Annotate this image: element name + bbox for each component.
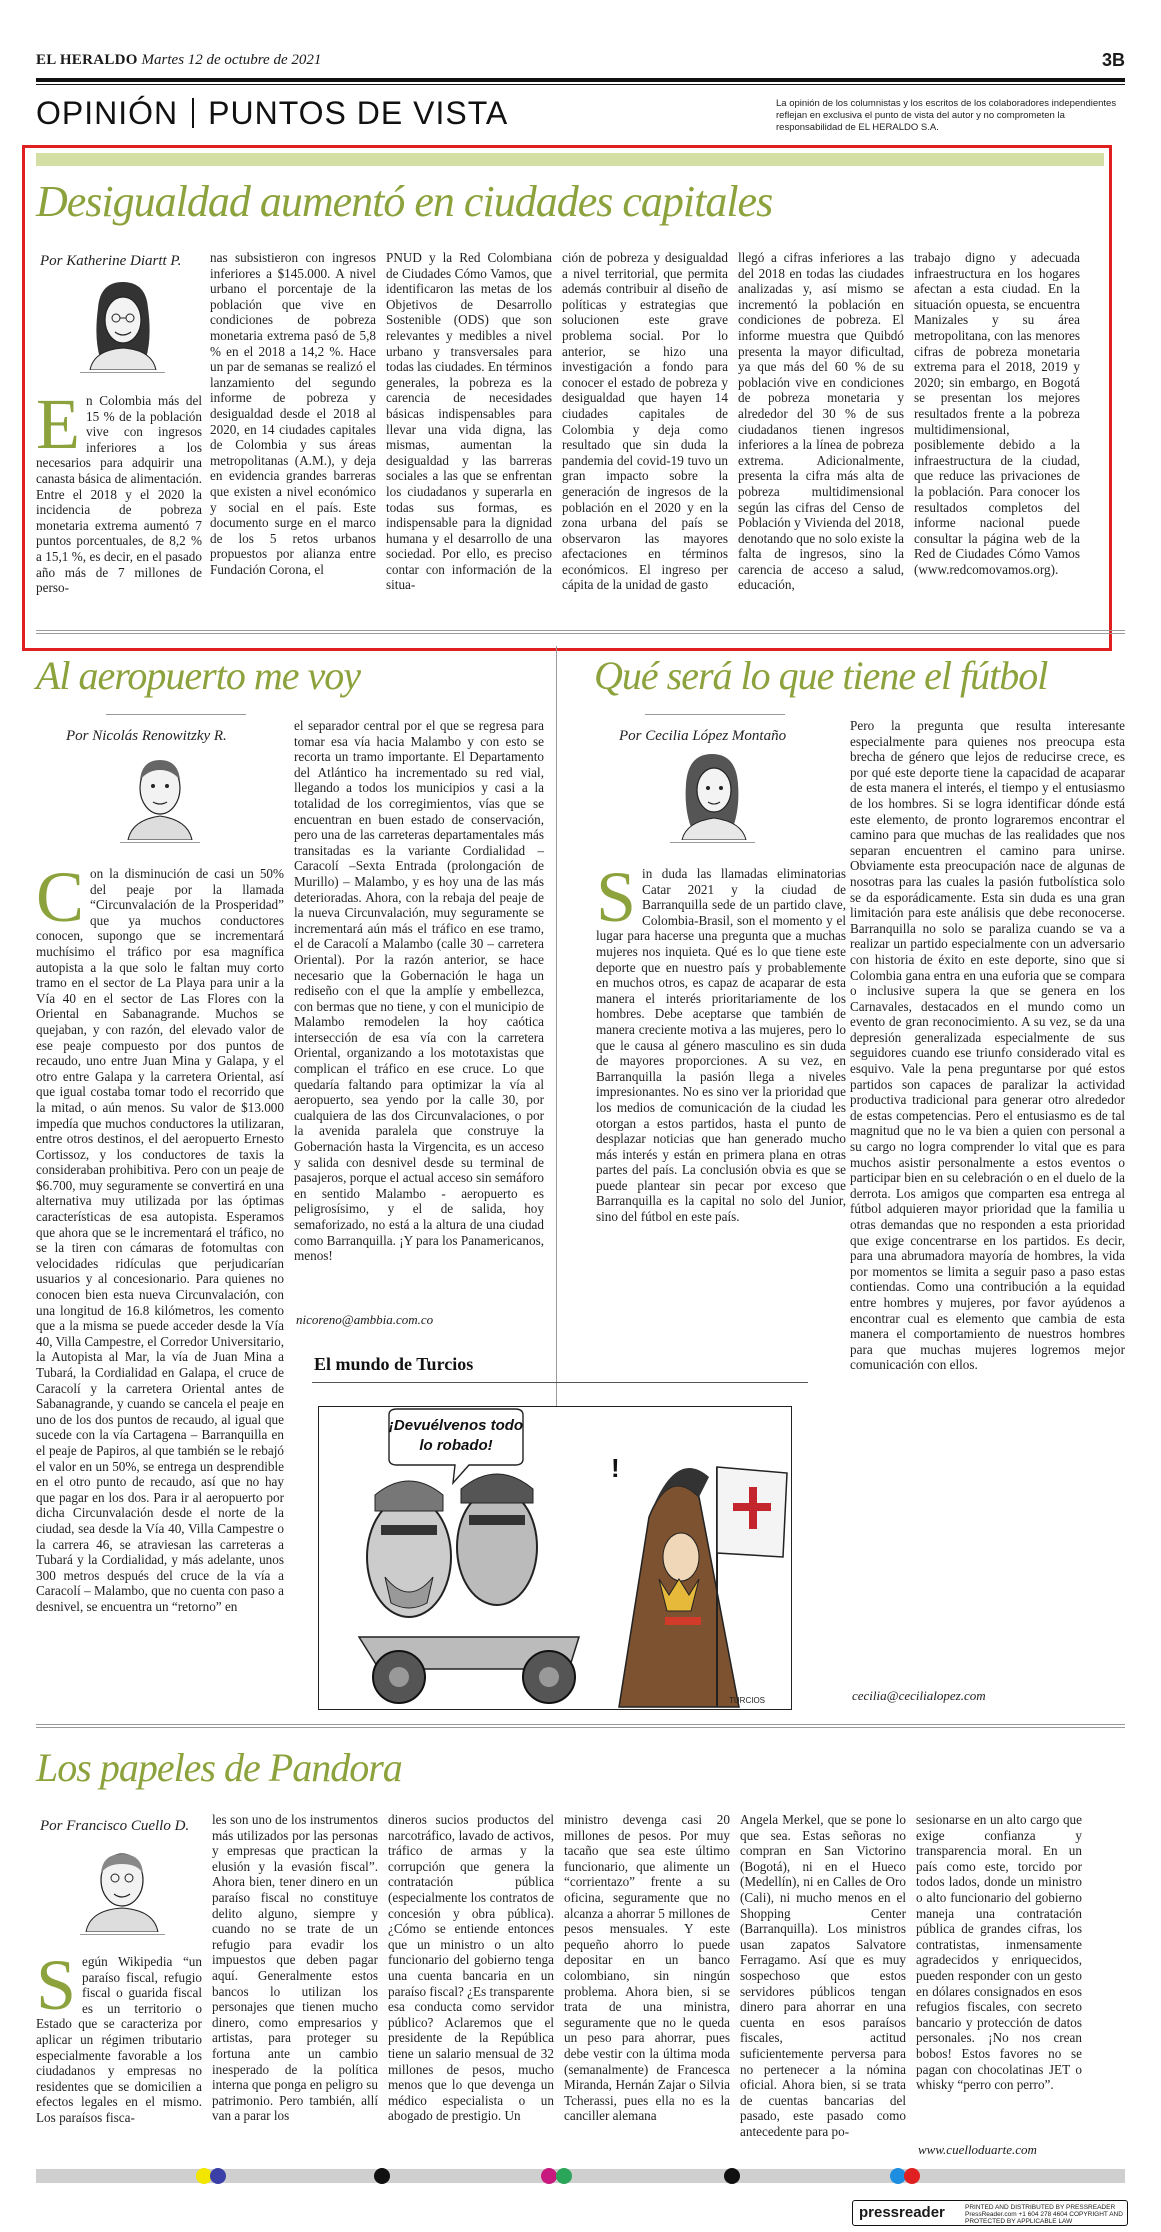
article-4-text-1: egún Wikipedia “un paraíso fiscal, refugio fiscal o guarida fiscal es un territorio o Estado que se caracteriza por aplicar un régimen tributario especialmente favorable a los ciudadanos y empresas no residentes que se domicilien a efectos legales en el mismo. Los paraísos fisca-: [36, 1954, 202, 2125]
registration-dot-black: [374, 2168, 390, 2184]
article-1-column-2: nas subsistieron con ingresos inferiores a $145.000. A nivel urbano el porcentaje de la población que vive en condiciones de pobreza monetaria extrema pasó de 5,8 % en el 2018 a 14,2 %. Hace un par de semanas se realizó el lanzamiento del segundo informe de pobreza y desigualdad desde el 2018 al 2020, en 14 ciudades capitales de Colombia y sus áreas metropolitanas (A.M.), y deja en evidencia grandes barreras que existen a nivel económico y social en el país. Este documento surge en el marco de los 5 retos urbanos propuestos por alianza entre Fundación Corona, el: [210, 250, 376, 577]
cartoon-speech-line-1: ¡Devuélvenos todo: [388, 1417, 524, 1434]
article-4-headline: Los papeles de Pandora: [36, 1745, 402, 1790]
author-portrait-diartt: [80, 278, 165, 370]
article-2-text-1: on la disminución de casi un 50% del peaje por la llamada “Circunvalación de la Prosperidad” que ya muchos conductores conocen, supongo que se incrementará muchísimo el tráfico por esa magnífica autopista a la que solo le faltan muy corto tramo en el sector de La Playa para unir a la Vía 40 en el sector de Las Flores con la Oriental en Sabanagrande. Muchos se quejaban, y con razón, del elevado valor de ese peaje compuesto por dos puntos de recaudo, uno entre Juan Mina y Galapa, y el otro entre Galapa y la carretera Oriental, así que igual costaba tomar todo el recorrido que la mitad, o aún menos. Su valor de $13.000 impedía que muchos conductores la utilizaran, entre otros destinos, el del aeropuerto Ernesto Cortissoz, y los conductores de taxis la consideraban prohibitiva. Pero con un peaje de $6.700, muy seguramente se convertirá en una alternativa muy utilizada por las óptimas características de esa autopista. Esperamos que ahora que se le incrementará el tráfico, no se la tiren con cámaras de fotomultas con velocidades ridículas que perjudicarían usuarios y al concesionario. Para quienes no conocen bien esta nueva Circunvalación, con una longitud de 16.8 kilómetros, les comento que a la misma se puede acceder desde la Vía 40, Villa Campestre, el Corredor Universitario, la Autopista al Mar, la vía de Juan Mina a Tubará, la Cordialidad en Galapa, el cruce de Caracolí y la carretera Oriental antes de Sabanagrande, y cuando se cancela el peaje en uno de los dos puntos de recaudo, al igual que sucede con la vía Cartagena – Barranquilla en el peaje de Papiros, al que también se le rebajó el valor en un 50%, se entrega un desprendible en el otro punto de recaudo, así que no hay que pagar en los dos. Para ir al aeropuerto por dicha Circunvalación desde el norte de la ciudad, sea desde la Vía 40, Villa Campestre o la carrera 46, se atraviesan las carreteras a Tubará y la Cordialidad, y más adelante, unos 300 metros después del cruce de la vía a Caracolí – Malambo, que no cuenta con paso a desnivel, se encuentra un “retorno” en: [36, 866, 284, 1614]
author-portrait-lopez: [670, 748, 755, 840]
author-portrait-renowitzky: [120, 748, 200, 840]
article-4-column-3: dineros sucios productos del narcotráfico, lavado de activos, tráfico de armas y la corrupción que genera la contratación pública (especialmente los contratos de concesión y obra pública). ¿Cómo se entiende entonces que un ministro o un alto funcionario del gobierno tenga una cuenta bancaria en un paraíso fiscal? ¿Es transparente esa conducta como servidor público? Aclaremos que el presidente de la República tiene un salario mensual de 32 millones de pesos, mucho menos que lo que devenga un médico especialista o un abogado de prestigio. Un: [388, 1812, 554, 2124]
masthead-rule: [36, 78, 1125, 82]
portrait-rule: [80, 372, 165, 373]
article-1-column-4: ción de pobreza y desigualdad a nivel territorial, que permita además contribuir al diseño de políticas y estrategias que solucionen este grave problema social. Por lo anterior, se hizo una investigación a fondo para conocer el estado de pobreza y desigualdad que hayen 14 ciudades capitales de Colombia y deja como resultado que sin duda la pandemia del covid-19 tuvo un gran impacto sobre la generación de ingresos de la población en el 2020 y en la zona urbana del país se observaron las mayores afectaciones en términos económicos. El ingreso per cápita de la unidad de gasto: [562, 250, 728, 593]
article-1-byline: Por Katherine Diartt P.: [40, 253, 182, 269]
article-2-text-2: el separador central por el que se regresa para tomar esa vía hacia Malambo y con esto se recorta un tramo importante. El Departamento del Atlántico ha incrementado su red vial, llegando a todos los municipios y casi a la totalidad de los corregimientos, vías que se encuentran en buen estado de conservación, pero una de las carreteras departamentales más transitadas es la variante Cordialidad – Caracolí –Sexta Entrada (prolongación de Murillo) – Malambo, y es hoy una de las más deterioradas. Ahora, con la rebaja del peaje de la nueva Circunvalación, muy seguramente se incrementará aún más el tráfico en ese tramo, el de Caracolí a Malambo (calle 30 – carretera Oriental). Por la razón anterior, se hace necesario que la Gobernación le haga un rediseño con el que la amplíe y embellezca, con bermas que no tiene, y con el municipio de Malambo remodelen la hoy caótica intersección de esa vía con la carretera Oriental, organizando a los mototaxistas que complican el tráfico en ese cruce. Lo que quedaría faltando para optimizar la vía al aeropuerto, sea yendo por la calle 30, por cualquiera de las dos Circunvalaciones, o por la avenida paralela que construye la Gobernación hasta la Virgencita, es un acceso y salida con desnivel desde su terminal de pasajeros, porque el actual acceso sin semáforo en sentido Malambo - aeropuerto es peligrosísimo, y el de salida, hoy semaforizado, no está a la altura de una ciudad como Barranquilla. ¡Y para los Panamericanos, menos!: [294, 718, 544, 1264]
article-2-headline: Al aeropuerto me voy: [36, 653, 360, 698]
portrait-rule: [120, 842, 200, 843]
article-1-dropcap: E: [36, 393, 80, 464]
article-2-column-1: [36, 866, 284, 1708]
cartoon-title: El mundo de Turcios: [314, 1354, 474, 1374]
cartoon-title-rule: [312, 1382, 808, 1383]
article-4-column-2: les son uno de los instrumentos más utilizados por las personas y empresas que practican la elusión y la evasión fiscal”. Ahora bien, tener dinero en un paraíso fiscal no constituye delito alguno, siempre y cuando no se trate de un refugio para evadir los impuestos que deben pagar aquí. Generalmente estos bancos lo utilizan los personajes que tienen mucho dinero, como empresarios y artistas, para proteger su fortuna ante un cambio inesperado de la política interna que ponga en peligro su patrimonio. Pero también, allí van a parar los: [212, 1812, 378, 2124]
registration-dot-blue: [210, 2168, 226, 2184]
registration-dot-red: [904, 2168, 920, 2184]
cartoon-illustration: [319, 1407, 792, 1710]
article-3-column-1: [596, 866, 846, 1326]
article-2-dropcap: C: [36, 866, 85, 937]
article-1-text-1: n Colombia más del 15 % de la población vive con ingresos inferiores a los necesarios para adquirir una canasta básica de alimentación. Entre el 2018 y el 2020 la incidencia de pobreza monetaria extrema aumentó 7 puntos porcentuales, de 8,2 % a 15,1 %, es decir, en el pasado año más de 7 millones de perso-: [36, 393, 202, 596]
article-4-column-4: ministro devenga casi 20 millones de pesos. Por muy tacaño que sea este último funcionario, que alimente un “corrientazo” frente a su oficina, seguramente que no alcanza a ahorrar 5 millones de pesos mensuales. Y este pequeño ahorro lo puede depositar en un banco colombiano, sin ningún problema. Ahora bien, si se trata de una ministra, seguramente que no le queda un peso para ahorrar, pues debe vestir con la última moda (semanalmente) de Francesca Miranda, Hernán Zajar o Silvia Tcherassi, pues ella no es la canciller alemana: [564, 1812, 730, 2124]
page-number: 3B: [1101, 50, 1125, 70]
article-4-column-5: Angela Merkel, que se pone lo que sea. Estas señoras no compran en San Victorino (Bogotá), ni en el Hueco (Medellín), ni en Calles de Oro (Cali), ni mucho menos en el Shopping Center (Barranquilla). Los ministros usan zapatos Salvatore Ferragamo. Así que es muy sospechoso que estos servidores públicos tengan dinero para ahorrar en una cuenta en esos paraísos fiscales, actitud suficientemente perversa para no pertenecer a la nómina oficial. Ahora bien, si se trata de cuentas bancarias del pasado, este pasado como antecedente para po-: [740, 1812, 906, 2139]
disclaimer: La opinión de los columnistas y los escritos de los colaboradores independientes reflejan en exclusiva el punto de vista del autor y no comprometen la responsabilidad de EL HERALDO S.A.: [776, 98, 1117, 133]
article-2-email: nicoreno@ambbia.com.co: [296, 1312, 434, 1327]
editorial-cartoon: [318, 1406, 792, 1710]
article-3-dropcap: S: [596, 866, 637, 937]
registration-dot-magenta: [541, 2168, 557, 2184]
portrait-rule: [670, 842, 755, 843]
article-2-column-2: [294, 718, 544, 1306]
cartoon-exclaim: !: [611, 1453, 620, 1483]
registration-dot-green: [556, 2168, 572, 2184]
cartoon-signature: TURCIOS: [729, 1696, 765, 1705]
article-4-column-6: sesionarse en un alto cargo que exige confianza y transparencia moral. En un país como este, torcido por todos lados, donde un ministro o alto funcionario del gobierno maneja una contratación pública de grandes cifras, los contratistas, inmensamente agradecidos y enriquecidos, pueden responder con un gesto en dólares consignados en esos refugios fiscales, con secreto bancario y protección de datos personales. ¡No nos crean bobos! Estos favores no se pagan con chocolatinas JET o whisky “perro con perro”.: [916, 1812, 1082, 2093]
registration-dot-black: [724, 2168, 740, 2184]
section-divider: [192, 98, 194, 128]
article-1-column-5: llegó a cifras inferiores a las del 2018 en todas las ciudades analizadas y, así mismo se incrementó la población en condiciones de pobreza. El informe muestra que Quibdó presenta la mayor dificultad, ya que más del 60 % de su población vive en condiciones de pobreza monetaria y alrededor del 30 % de sus ciudadanos tienen ingresos inferiores a la línea de pobreza extrema. Adicionalmente, presenta la cifra más alta de pobreza multidimensional según las cifras del Censo de Población y Vivienda del 2018, denotando que no solo existe la falta de ingresos, sino la carencia de acceso a salud, educación,: [738, 250, 904, 593]
article-1-column-3: PNUD y la Red Colombiana de Ciudades Cómo Vamos, que identificaron las metas de los Objetivos de Desarrollo Sostenible (ODS) que son relevantes y medibles a nivel urbano y transversales para todas las ciudades. En términos generales, la pobreza es la carencia de necesidades básicas indispensables para llevar una vida digna, las mismas, aumentan la desigualdad y las barreras sociales a las que se enfrentan los ciudadanos y superarla en todas sus formas, es indispensable para la dignidad humana y el desarrollo de una sociedad. Por ello, es preciso contar con información de la situa-: [386, 250, 552, 593]
pressreader-logo: pressreader: [859, 2204, 945, 2221]
article-1-headline: Desigualdad aumentó en ciudades capitales: [36, 177, 773, 226]
author-portrait-cuello: [80, 1840, 165, 1932]
masthead: [36, 52, 321, 69]
article-3-text-1: in duda las llamadas eliminatorias Catar 2021 y la ciudad de Barranquilla sede de un partido clave, Colombia-Brasil, son el momento y el lugar para hacerse una pregunta que a muchas mujeres nos inquieta. Qué es lo que tiene este deporte que en nuestro país y probablemente en muchos otros, es capaz de acaparar de esta manera el interés prioritariamente de los hombres. Debe aceptarse que también de manera creciente motiva a las mujeres, pero lo que le causa al género masculino es sin duda de mayores proporciones. A su vez, en Barranquilla la pasión llega a niveles impresionantes. No es sino ver la prioridad que los medios de comunicación de la ciudad les otorgan a estos partidos, hasta el punto de desplazar noticias que han generado mucho más interés y están en primera plana en otras partes del país. La conclusión obvia es que se puede plantear sin pecar por exceso que Barranquilla es la capital no solo del Junior, sino del fútbol en este país.: [596, 866, 846, 1225]
article-3-headline: Qué será lo que tiene el fútbol: [594, 653, 1048, 698]
pressreader-notice: PRINTED AND DISTRIBUTED BY PRESSREADER PressReader.com +1 604 278 4604 COPYRIGHT AND PROTECTED BY APPLICABLE LAW: [965, 2204, 1123, 2225]
article-4-byline: Por Francisco Cuello D.: [40, 1818, 190, 1834]
header-accent-bar: [36, 153, 1104, 166]
article-4-email: www.cuelloduarte.com: [918, 2142, 1037, 2157]
cartoon-speech-line-2: lo robado!: [419, 1437, 493, 1454]
byline-rule: [645, 714, 785, 715]
section-separator: [36, 1724, 1125, 1728]
pressreader-badge[interactable]: [852, 2200, 1128, 2226]
article-2-byline: Por Nicolás Renowitzky R.: [66, 728, 227, 744]
article-3-column-2: [850, 718, 1125, 1688]
byline-rule: [106, 714, 246, 715]
article-1-column-6: trabajo digno y adecuada infraestructura en los hogares afectan a esta ciudad. En la situación opuesta, se encuentra Manizales y su área metropolitana, con las menores cifras de pobreza monetaria extrema para el 2018, 2019 y 2020; sin embargo, en Bogotá se presentan los mejores resultados frente a la pobreza multidimensional, posiblemente debido a la infraestructura de la ciudad, que reduce las privaciones de la población. Para conocer los resultados completos del informe nacional puede consultar la página web de la Red de Ciudades Cómo Vamos (www.redcomovamos.org).: [914, 250, 1080, 577]
paper-name: EL HERALDO: [36, 52, 138, 68]
masthead-rule-thin: [36, 84, 1125, 85]
section-title-left: OPINIÓN: [36, 95, 179, 131]
article-3-byline: Por Cecilia López Montaño: [619, 728, 787, 744]
article-3-email: cecilia@cecilialopez.com: [852, 1688, 986, 1703]
article-4-column-1: [36, 1954, 202, 2156]
edition-date: Martes 12 de octubre de 2021: [141, 52, 322, 68]
section-separator: [36, 630, 1125, 634]
article-4-dropcap: S: [36, 1954, 77, 2025]
article-3-text-2: Pero la pregunta que resulta interesante especialmente para quienes nos preocupa esta brecha de género que lejos de reducirse crece, es por qué este deporte tiene la capacidad de acaparar de esta manera el interés, el tiempo y el entusiasmo de los hombres. Si se logra identificar dónde está este elemento, de pronto lograremos encontrar el camino para que muchas de las realidades que nos separan encuentren el camino para unirse. Obviamente esta preocupación nace de algunas de nosotras para las cuales la pasión futbolística solo se da esporádicamente. Esta sin duda es una gran limitación para este análisis que debe reconocerse. Barranquilla no solo se paraliza cuando se va a realizar un partido especialmente con un adversario con historia de éxito en este deporte, sino que si Colombia gana entra en una euforia que se compara o inclusive supera la que se genera en los Carnavales, destacados en el mundo como un evento de gran reconocimiento. A su vez, se da una depresión generalizada especialmente de sus seguidores cuando ese triunfo considerado vital es esquivo. Vale la pena preguntarse por qué estos partidos son capaces de paralizar la actividad productiva tradicional para generar otro alrededor de estas competencias. Pero el entusiasmo es de tal magnitud que no le va bien a quien con personal a su cargo no logra comprender lo vital que es para muchos asistir personalmente a estos eventos o participar bien en su celebración o en el duelo de la derrota. Los amigos que comparten esa entrega al fútbol adquieren mayor prioridad que la familia u otras demandas que no responden a esta prioridad que exige concentrarse en los partidos. Es decir, para una abrumadora mayoría de hombres, la vida por momentos se limita a seguir paso a paso estas contiendas. Como una contribución a la equidad entre hombres y mujeres, por favor ayúdenos a encontrar cual es elemento que cambia de esta manera el comportamiento de nuestros hombres para que muchas mujeres logremos mejor comunicación con ellos.: [850, 718, 1125, 1373]
portrait-rule: [80, 1934, 165, 1935]
section-title-right: PUNTOS DE VISTA: [208, 95, 509, 131]
section-title: [36, 95, 508, 132]
article-1-column-1: [36, 393, 202, 603]
